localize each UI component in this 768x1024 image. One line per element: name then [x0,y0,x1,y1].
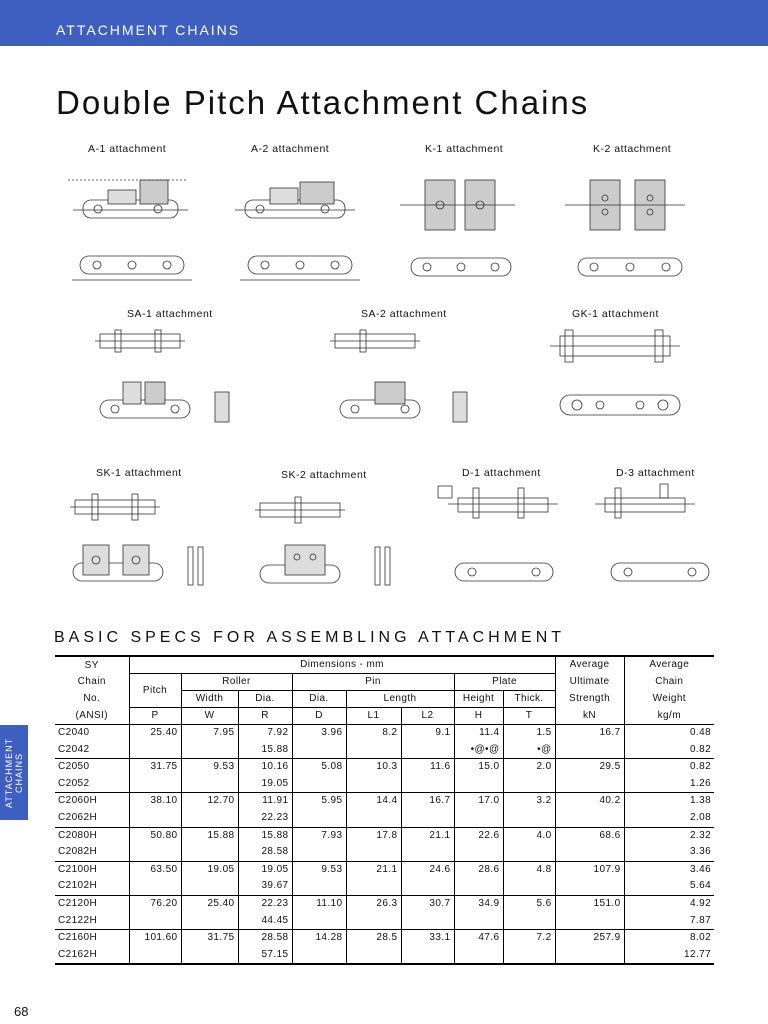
table-cell: 0.82 [624,759,714,776]
table-cell [401,947,454,965]
table-cell: 34.9 [454,895,503,912]
table-cell [129,844,181,861]
th-chain-2: Chain [77,676,106,687]
d3-side-drawing [606,555,716,591]
table-cell: 76.20 [129,895,181,912]
table-cell: 24.6 [401,861,454,878]
d1-top-drawing [428,482,558,522]
table-cell [401,776,454,793]
table-cell: 25.40 [129,725,181,742]
table-cell [292,878,346,895]
table-cell [454,947,503,965]
th-sym-kgm: kg/m [624,708,714,725]
sa2-side-drawing [335,372,485,434]
th-strength-3: Strength [555,691,624,708]
table-cell [503,776,555,793]
table-cell: 25.40 [181,895,238,912]
label-d1: D-1 attachment [462,467,541,479]
table-cell [555,947,624,965]
table-cell: 2.0 [503,759,555,776]
page-title: Double Pitch Attachment Chains [56,84,590,121]
table-cell [181,844,238,861]
th-chain-4: (ANSI) [55,708,129,725]
table-cell: 57.15 [238,947,292,965]
table-row [55,878,714,895]
section-header-label: ATTACHMENT CHAINS [56,22,241,38]
d1-side-drawing [450,555,560,591]
table-cell: 15.0 [454,759,503,776]
k1-top-drawing [405,246,520,286]
table-cell: 21.1 [401,827,454,844]
table-cell: 17.0 [454,793,503,810]
th-strength-2: Ultimate [555,674,624,691]
table-row [55,725,714,742]
table-cell: •@ [503,742,555,759]
table-cell: 31.75 [181,930,238,947]
label-k1: K-1 attachment [425,143,504,155]
sk2-side-drawing [255,535,405,597]
table-cell [129,947,181,965]
table-cell: 12.70 [181,793,238,810]
table-cell: C2042 [55,742,129,759]
table-cell: 22.23 [238,810,292,827]
table-cell: 10.3 [346,759,401,776]
th-chain-sy: SY [55,656,129,674]
table-cell [292,810,346,827]
label-sa2: SA-2 attachment [361,308,447,320]
label-k2: K-2 attachment [593,143,672,155]
table-cell: 50.80 [129,827,181,844]
table-cell: C2082H [55,844,129,861]
label-sa1: SA-1 attachment [127,308,213,320]
table-cell [181,947,238,965]
table-cell [346,844,401,861]
label-a2: A-2 attachment [251,143,330,155]
th-chain-3: No. [83,693,101,704]
table-cell: 30.7 [401,895,454,912]
sa2-top-drawing [330,328,420,356]
table-cell [292,947,346,965]
th-thick: Thick. [503,691,555,708]
table-cell: 3.96 [292,725,346,742]
table-cell: 17.8 [346,827,401,844]
table-cell: 101.60 [129,930,181,947]
table-cell: 7.87 [624,913,714,930]
table-cell: 9.53 [181,759,238,776]
th-roller: Roller [181,674,292,691]
th-sym-kn: kN [555,708,624,725]
th-strength-1: Average [555,656,624,674]
table-cell: 257.9 [555,930,624,947]
table-cell: 7.95 [181,725,238,742]
table-cell [292,742,346,759]
table-cell: 12.77 [624,947,714,965]
table-cell: 4.92 [624,895,714,912]
table-cell: 14.28 [292,930,346,947]
table-cell: C2080H [58,829,98,841]
table-cell: 7.93 [292,827,346,844]
table-cell [401,742,454,759]
th-pin-dia: Dia. [292,691,346,708]
table-row [55,742,714,759]
table-cell: 19.05 [181,861,238,878]
sa1-side-drawing [95,372,255,434]
table-cell: 19.05 [238,861,292,878]
table-cell [503,913,555,930]
a1-side-drawing [68,170,193,230]
table-cell: 10.16 [238,759,292,776]
table-cell: C2040 [58,727,90,738]
table-cell: C2120H [58,897,98,909]
table-cell: 11.6 [401,759,454,776]
a2-top-drawing [240,244,360,284]
table-cell: C2160H [58,932,98,944]
table-cell [401,913,454,930]
table-cell: 11.10 [292,895,346,912]
th-sym-w: W [181,708,238,725]
a2-side-drawing [230,170,360,230]
table-cell: C2162H [55,947,129,965]
table-cell: 7.2 [503,930,555,947]
th-sym-r: R [238,708,292,725]
table-cell: 9.1 [401,725,454,742]
table-cell: 38.10 [129,793,181,810]
table-cell: 0.82 [624,742,714,759]
table-cell [129,742,181,759]
th-dimensions: Dimensions - mm [129,656,555,674]
table-cell [454,913,503,930]
label-gk1: GK-1 attachment [572,308,659,320]
th-length: Length [346,691,454,708]
table-cell: 3.2 [503,793,555,810]
table-cell: 33.1 [401,930,454,947]
section-header-bar [0,0,768,46]
table-cell [181,913,238,930]
table-cell [555,844,624,861]
table-cell: 15.88 [181,827,238,844]
table-cell: 22.23 [238,895,292,912]
specs-table [55,655,714,965]
table-cell: 107.9 [555,861,624,878]
table-cell: 68.6 [555,827,624,844]
table-cell [346,913,401,930]
k2-top-drawing [572,246,692,286]
table-cell [503,844,555,861]
table-cell: 11.91 [238,793,292,810]
table-cell: 5.64 [624,878,714,895]
table-cell: C2052 [55,776,129,793]
table-cell [181,878,238,895]
table-cell [555,776,624,793]
table-row [55,793,714,810]
th-sym-l1: L1 [346,708,401,725]
table-cell [181,810,238,827]
table-cell [129,810,181,827]
table-cell: 26.3 [346,895,401,912]
table-cell: 44.45 [238,913,292,930]
table-cell [346,947,401,965]
table-cell: 8.02 [624,930,714,947]
table-cell [555,810,624,827]
th-width: Width [181,691,238,708]
table-cell [454,844,503,861]
th-pitch: Pitch [129,674,181,708]
table-cell [401,844,454,861]
k2-side-drawing [560,170,690,240]
th-sym-p: P [129,708,181,725]
table-cell: 47.6 [454,930,503,947]
table-cell: C2060H [58,795,98,807]
table-cell [346,878,401,895]
table-cell: 3.36 [624,844,714,861]
table-cell: 28.6 [454,861,503,878]
table-cell: 3.46 [624,861,714,878]
table-cell [555,878,624,895]
th-sym-h: H [454,708,503,725]
table-cell: •@•@ [454,742,503,759]
table-cell: 4.8 [503,861,555,878]
table-cell [181,742,238,759]
table-row [55,827,714,844]
table-cell: 16.7 [401,793,454,810]
th-weight-2: Chain [624,674,714,691]
section-title: BASIC SPECS FOR ASSEMBLING ATTACHMENT [54,629,566,646]
th-roller-dia: Dia. [238,691,292,708]
th-height: Height [454,691,503,708]
table-cell: 28.58 [238,844,292,861]
table-cell: 40.2 [555,793,624,810]
table-cell: 63.50 [129,861,181,878]
table-cell: 21.1 [346,861,401,878]
label-d3: D-3 attachment [616,467,695,479]
table-cell: C2122H [55,913,129,930]
sk1-top-drawing [70,492,160,522]
table-row [55,776,714,793]
table-cell: 11.4 [454,725,503,742]
table-cell [129,913,181,930]
th-plate: Plate [454,674,555,691]
table-cell: C2100H [58,863,98,875]
table-cell: 151.0 [555,895,624,912]
table-row [55,947,714,965]
table-cell [292,844,346,861]
gk1-side-drawing [555,380,685,430]
table-cell [503,947,555,965]
k1-side-drawing [395,170,520,240]
table-cell: 39.67 [238,878,292,895]
table-cell [181,776,238,793]
side-tab-line1: ATTACHMENT [4,737,14,808]
th-sym-d: D [292,708,346,725]
th-sym-l2: L2 [401,708,454,725]
table-row [55,810,714,827]
table-cell: C2062H [55,810,129,827]
th-weight-1: Average [624,656,714,674]
table-cell [454,776,503,793]
sk1-side-drawing [68,535,218,595]
d3-top-drawing [585,482,695,522]
label-a1: A-1 attachment [88,143,167,155]
table-cell: 9.53 [292,861,346,878]
table-cell: 5.08 [292,759,346,776]
table-row [55,895,714,912]
table-cell [454,810,503,827]
table-cell: 29.5 [555,759,624,776]
table-cell: 28.58 [238,930,292,947]
table-cell: 1.26 [624,776,714,793]
table-cell: 2.08 [624,810,714,827]
label-sk2: SK-2 attachment [281,469,367,481]
table-cell [503,810,555,827]
th-weight-3: Weight [624,691,714,708]
table-row [55,759,714,776]
table-cell [346,810,401,827]
table-cell [292,776,346,793]
side-tab [0,725,28,820]
table-cell: 5.6 [503,895,555,912]
table-cell: 5.95 [292,793,346,810]
table-cell [454,878,503,895]
sk2-top-drawing [255,495,345,525]
table-cell: 1.38 [624,793,714,810]
table-cell: 0.48 [624,725,714,742]
gk1-top-drawing [550,328,680,368]
a1-top-drawing [72,244,192,284]
table-cell: C2050 [58,761,90,773]
table-row [55,913,714,930]
table-cell: 7.92 [238,725,292,742]
table-cell [129,776,181,793]
table-cell [346,742,401,759]
side-tab-line2: CHAINS [14,752,24,793]
table-row [55,930,714,947]
table-cell [555,913,624,930]
page-number: 68 [14,1004,29,1019]
table-row [55,861,714,878]
th-sym-t: T [503,708,555,725]
table-cell: 4.0 [503,827,555,844]
table-cell [503,878,555,895]
table-cell [555,742,624,759]
table-cell: 31.75 [129,759,181,776]
table-cell: 22.6 [454,827,503,844]
table-cell [346,776,401,793]
table-cell: 15.88 [238,742,292,759]
table-row [55,844,714,861]
table-cell: 2.32 [624,827,714,844]
label-sk1: SK-1 attachment [96,467,182,479]
th-pin: Pin [292,674,454,691]
table-cell: 28.5 [346,930,401,947]
table-cell: 14.4 [346,793,401,810]
table-cell [292,913,346,930]
table-cell: 1.5 [503,725,555,742]
table-cell [401,810,454,827]
table-cell [401,878,454,895]
table-cell: C2102H [55,878,129,895]
sa1-top-drawing [95,328,185,356]
table-cell: 8.2 [346,725,401,742]
table-cell: 15.88 [238,827,292,844]
table-cell: 19.05 [238,776,292,793]
table-cell: 16.7 [555,725,624,742]
table-cell [129,878,181,895]
